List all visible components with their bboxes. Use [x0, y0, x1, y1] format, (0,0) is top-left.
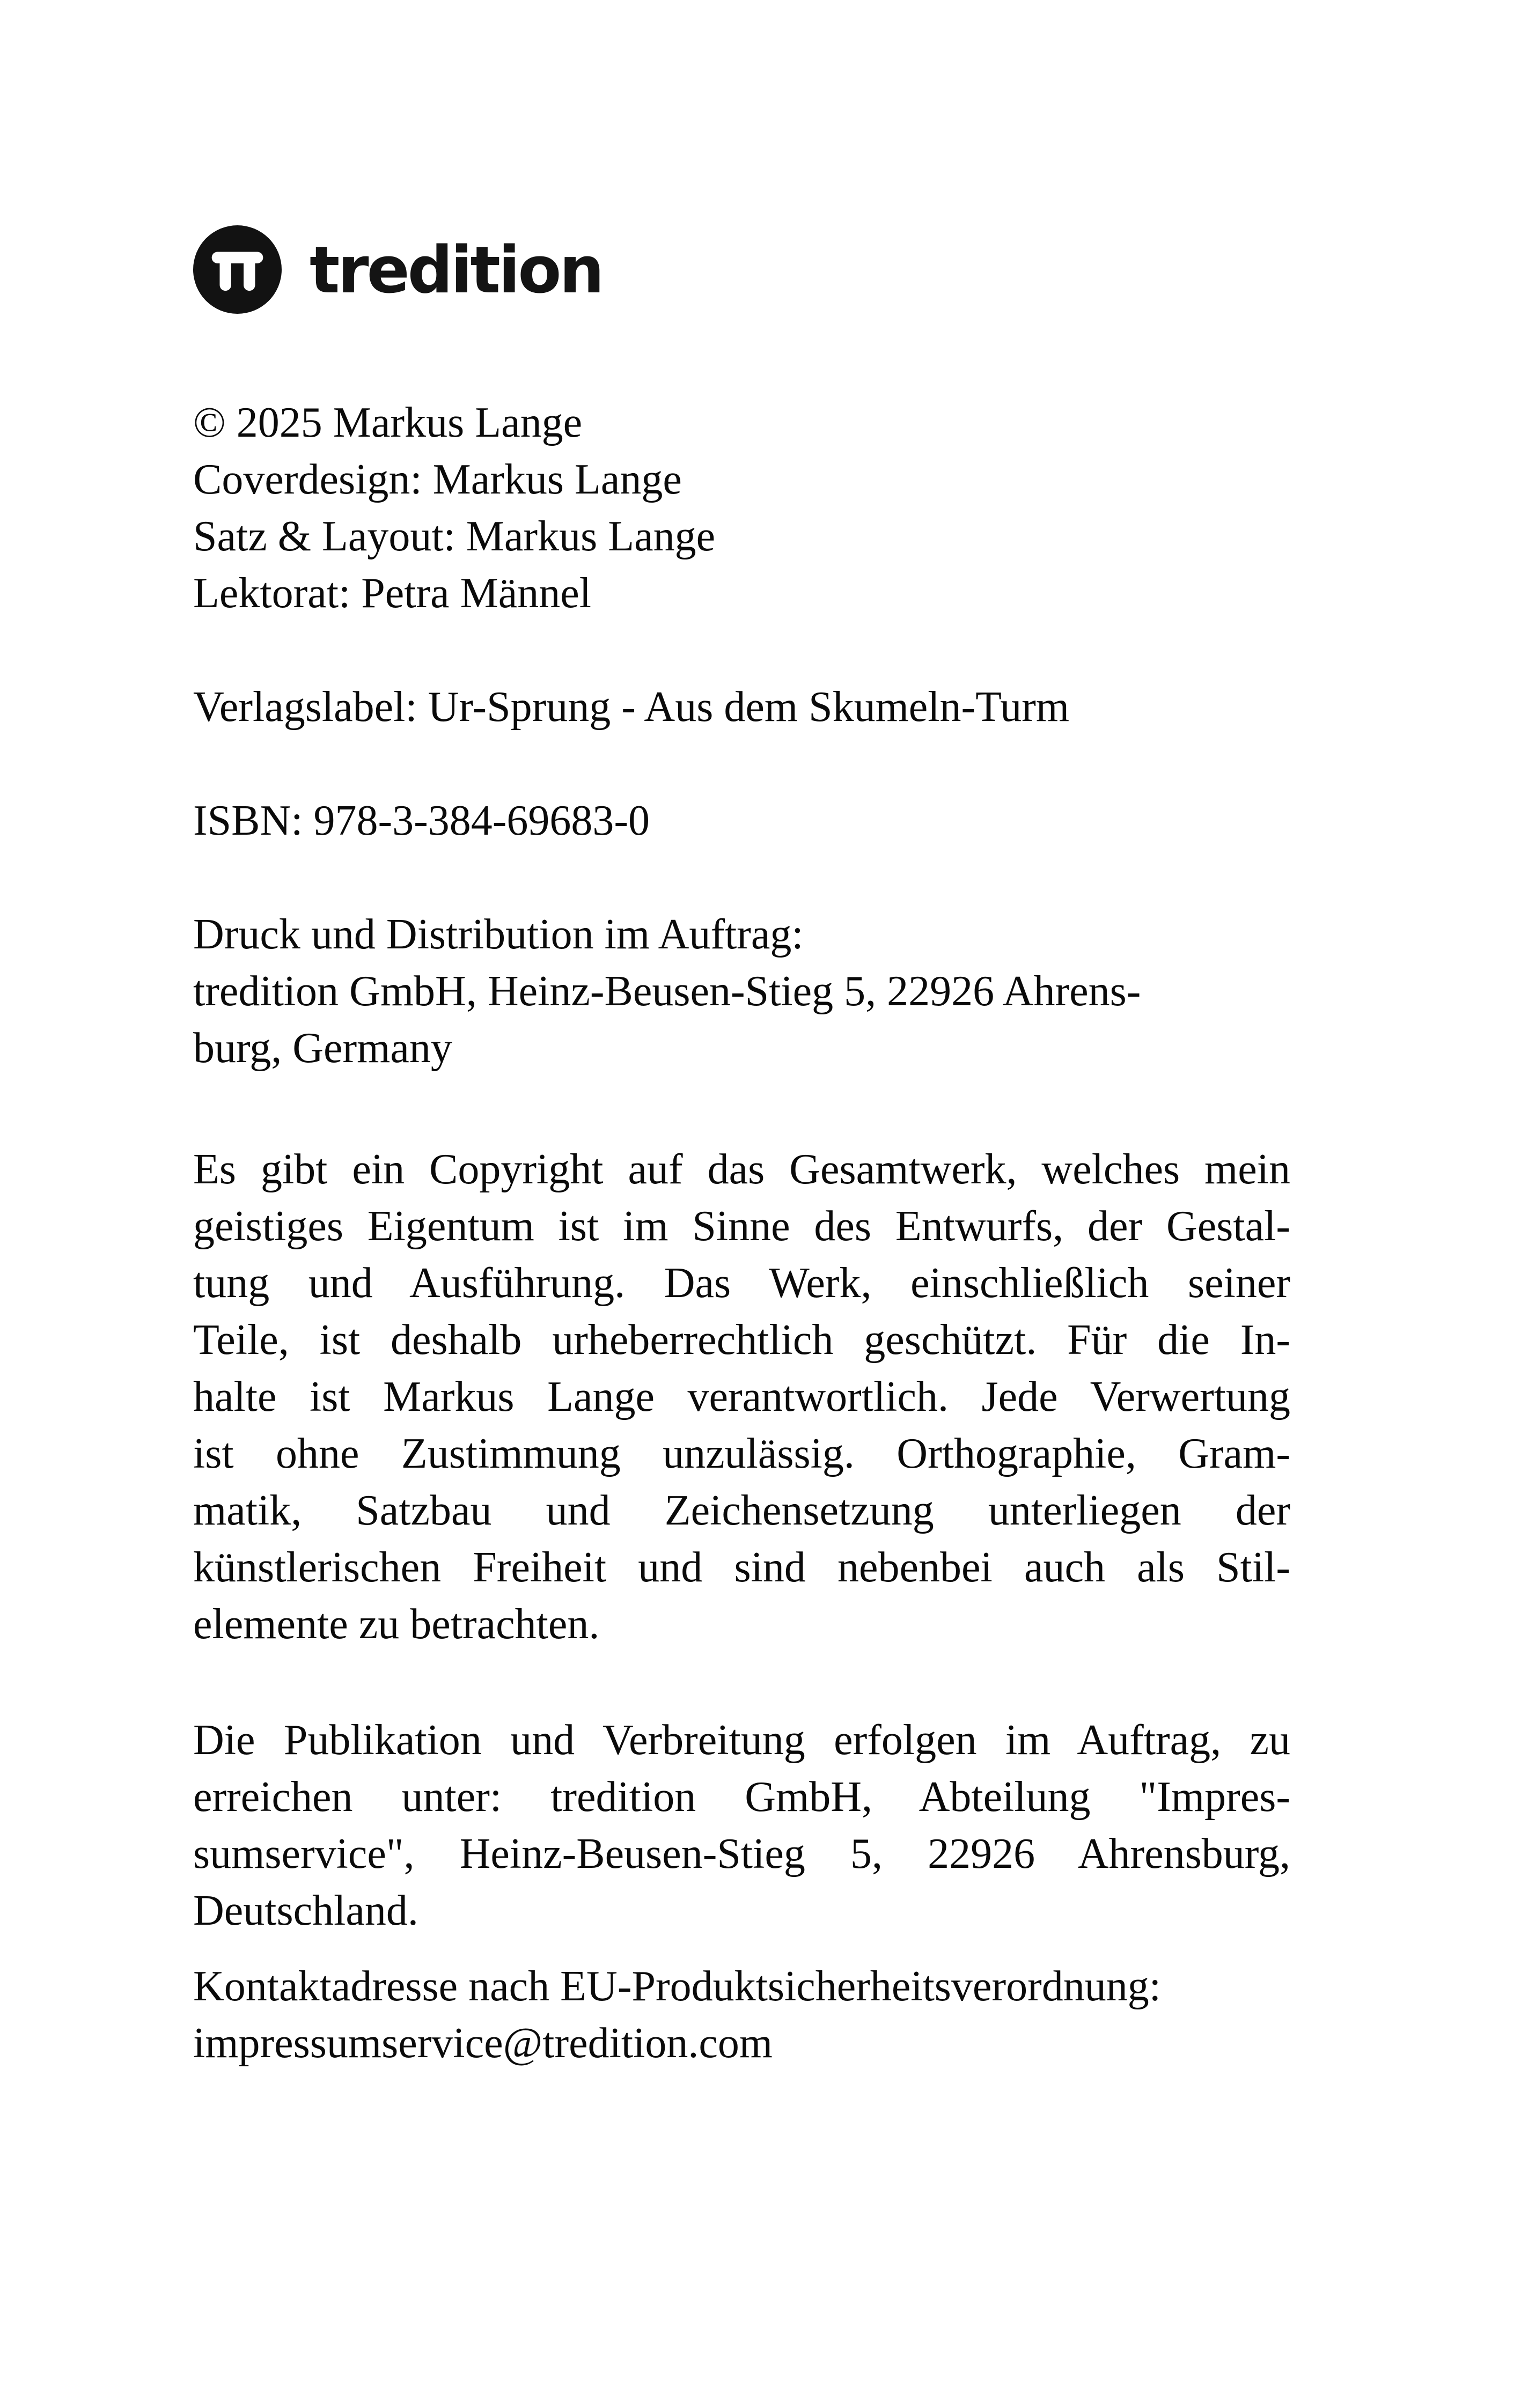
paragraph-line: ist ohne Zustimmung unzulässig. Orthographie, Gram-: [193, 1430, 1290, 1477]
contact-email: impressumservice@tredition.com: [193, 2020, 773, 2067]
paragraph-line: elemente zu betrachten.: [193, 1601, 600, 1648]
isbn-block: [193, 792, 1290, 849]
druck-block: [193, 906, 1290, 1077]
druck-line: tredition GmbH, Heinz-Beusen-Stieg 5, 22926 Ahrens-: [193, 968, 1141, 1015]
paragraph-line: Teile, ist deshalb urheberrechtlich geschützt. Für die In-: [193, 1316, 1290, 1364]
paragraph-line: künstlerischen Freiheit und sind nebenbei auch als Stil-: [193, 1544, 1290, 1591]
paragraph-line: erreichen unter: tredition GmbH, Abteilung "Impres-: [193, 1773, 1290, 1821]
contact-line: Kontaktadresse nach EU-Produktsicherheitsverordnung:: [193, 1963, 1161, 2010]
contact-block: [193, 1958, 1290, 2072]
brand-row: [193, 225, 1290, 314]
copyright-line: © 2025 Markus Lange: [193, 399, 583, 446]
paragraph-line: Die Publikation und Verbreitung erfolgen im Auftrag, zu: [193, 1717, 1290, 1764]
brand-wordmark: tredition: [310, 232, 602, 307]
copyright-paragraph: [193, 1141, 1290, 1653]
tredition-logo-icon: [193, 225, 282, 314]
lektorat-line: Lektorat: Petra Männel: [193, 570, 591, 617]
credits-block: [193, 394, 1290, 622]
paragraph-line: Deutschland.: [193, 1887, 418, 1934]
coverdesign-line: Coverdesign: Markus Lange: [193, 456, 682, 503]
druck-line: burg, Germany: [193, 1025, 452, 1072]
druck-line: Druck und Distribution im Auftrag:: [193, 911, 804, 958]
verlagslabel-line: Verlagslabel: Ur-Sprung - Aus dem Skumeln-Turm: [193, 683, 1070, 731]
paragraph-line: geistiges Eigentum ist im Sinne des Entwurfs, der Gestal-: [193, 1203, 1290, 1250]
satz-layout-line: Satz & Layout: Markus Lange: [193, 513, 716, 560]
paragraph-line: halte ist Markus Lange verantwortlich. Jede Verwertung: [193, 1373, 1290, 1420]
publication-paragraph: [193, 1712, 1290, 1939]
paragraph-line: sumservice", Heinz-Beusen-Stieg 5, 22926 Ahrensburg,: [193, 1830, 1290, 1877]
isbn-line: ISBN: 978-3-384-69683-0: [193, 797, 650, 844]
paragraph-line: matik, Satzbau und Zeichensetzung unterliegen der: [193, 1487, 1290, 1534]
paragraph-line: tung und Ausführung. Das Werk, einschließlich seiner: [193, 1260, 1290, 1307]
paragraph-line: Es gibt ein Copyright auf das Gesamtwerk, welches mein: [193, 1146, 1290, 1193]
verlagslabel-block: [193, 679, 1290, 735]
